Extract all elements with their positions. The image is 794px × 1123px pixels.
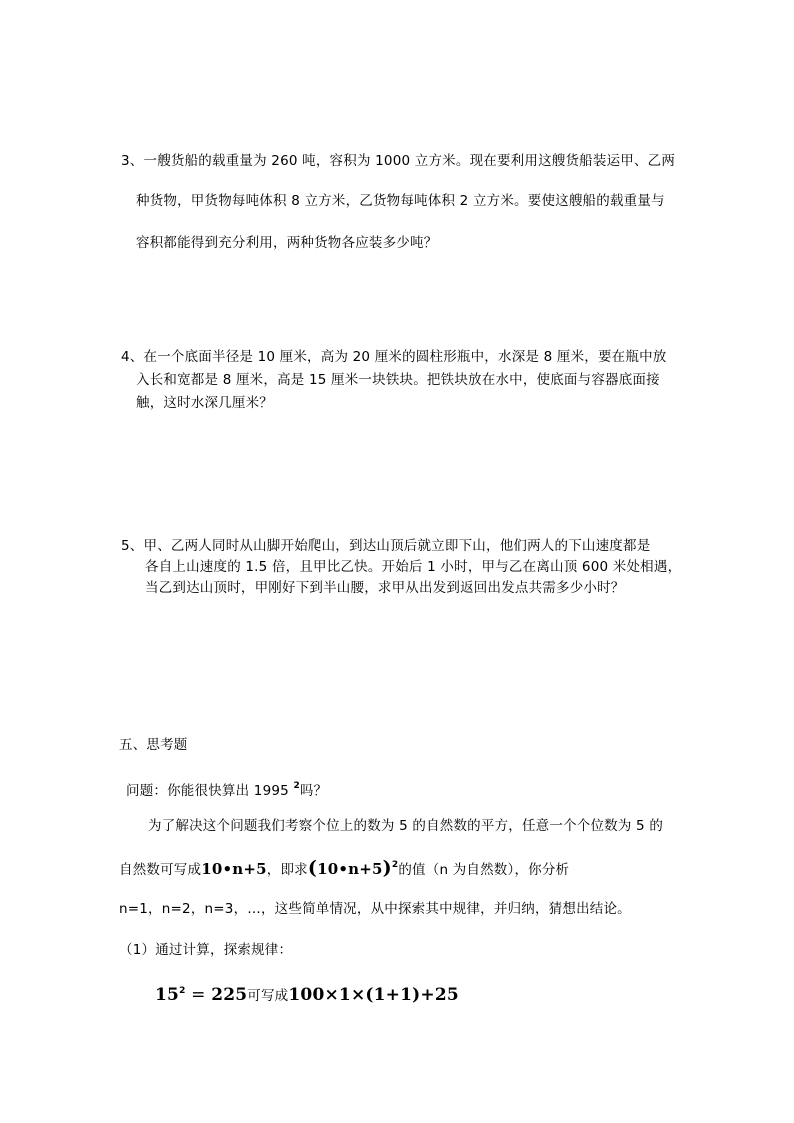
expr-square: 2 — [391, 860, 399, 870]
paragraph-line1: 为了解决这个问题我们考察个位上的数为 5 的自然数的平方，任意一个个位数为 5 的 — [148, 818, 664, 834]
problem5-line3: 当乙到达山顶时，甲刚好下到半山腰，求甲从出发到返回出发点共需多少小时？ — [145, 580, 625, 596]
expr-open-paren: ( — [307, 857, 318, 879]
eq-expression: 100×1×(1+1)+25 — [288, 985, 459, 1005]
thinking-question — [126, 777, 327, 800]
problem4-line1: 4、在一个底面半径是 10 厘米，高为 20 厘米的圆柱形瓶中，水深是 8 厘米，要在瓶中放 — [121, 349, 667, 365]
expr-10n-plus-5: 10•n+5 — [201, 860, 267, 878]
question-prefix: 问题：你能很快算出 1995 — [126, 783, 294, 799]
problem3-line2: 种货物，甲货物每吨体积 8 立方米，乙货物每吨体积 2 立方米。要使这艘船的载重量与 — [136, 193, 665, 209]
para2-text-a: 自然数可写成 — [119, 862, 202, 878]
expr-inner: 10•n+5 — [317, 860, 383, 878]
problem5-line1: 5、甲、乙两人同时从山脚开始爬山，到达山顶后就立即下山，他们两人的下山速度都是 — [121, 538, 651, 554]
paragraph-line2 — [119, 856, 569, 879]
problem4-line2: 入长和宽都是 8 厘米，高是 15 厘米一块铁块。把铁块放在水中，使底面与容器底面接 — [136, 372, 660, 388]
problem3-line3: 容积都能得到充分利用，两种货物各应装多少吨？ — [136, 235, 438, 251]
eq-sup: 2 — [179, 986, 186, 996]
problem4-line3: 触，这时水深几厘米？ — [136, 395, 273, 411]
question-suffix: 吗？ — [299, 783, 328, 799]
section-heading: 五、思考题 — [119, 737, 188, 753]
problem5-line2: 各自上山速度的 1.5 倍，且甲比乙快。开始后 1 小时，甲与乙在离山顶 600 米处相遇， — [145, 559, 682, 575]
eq-rhs-value: 225 — [211, 985, 248, 1005]
eq-text: 可写成 — [247, 988, 289, 1004]
para2-text-c: 的值（n 为自然数），你分析 — [398, 862, 570, 878]
eq-rhs-equals: = — [185, 985, 212, 1005]
problem3-line1: 3、一艘货船的载重量为 260 吨，容积为 1000 立方米。现在要利用这艘货船装运甲、乙两 — [121, 153, 676, 169]
para2-text-b: ，即求 — [266, 862, 308, 878]
step1-heading: （1）通过计算，探索规律： — [119, 942, 293, 958]
question-sup: 2 — [293, 781, 300, 791]
paragraph-line3: n=1，n=2，n=3，…，这些简单情况，从中探索其中规律，并归纳，猜想出结论。 — [119, 901, 631, 917]
eq-base: 15 — [155, 985, 180, 1005]
equation-15-squared — [155, 982, 459, 1005]
expr-close-paren: ) — [382, 857, 392, 879]
